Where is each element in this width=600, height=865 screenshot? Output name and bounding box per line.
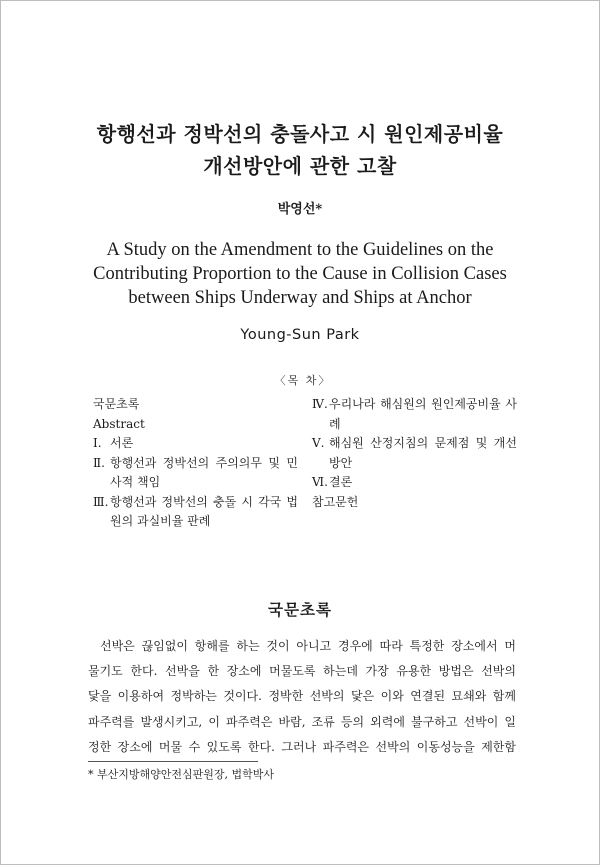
abstract-heading: 국문초록 xyxy=(268,600,332,619)
toc-item xyxy=(93,415,298,435)
abstract-line: 정한 장소에 머물 수 있도록 한다. 그러나 파주력은 선박의 이동성능을 제한함 xyxy=(88,739,516,754)
toc-item xyxy=(93,493,298,532)
korean-author: 박영선* xyxy=(277,202,323,217)
toc-item-number: Ⅱ. xyxy=(93,455,105,470)
english-author: Young-Sun Park xyxy=(240,327,360,343)
toc-item-text: 해심원 산정지침의 문제점 및 개선방안 xyxy=(329,436,517,470)
toc-heading: 〈목 차〉 xyxy=(274,374,332,387)
toc-item-number: Ⅵ. xyxy=(312,475,328,489)
toc-item xyxy=(312,473,517,493)
toc-item-text: 항행선과 정박선의 충돌 시 각국 법원의 과실비율 판례 xyxy=(110,494,298,528)
abstract-line: 선박은 끊임없이 항해를 하는 것이 아니고 경우에 따라 특정한 장소에서 머 xyxy=(100,639,516,653)
toc-item-number: Ⅳ. xyxy=(312,397,328,411)
table-of-contents xyxy=(88,374,518,541)
toc-left-column xyxy=(93,395,298,532)
toc-item xyxy=(312,434,517,473)
toc-item-text: 우리나라 해심원의 원인제공비율 사례 xyxy=(329,397,517,431)
abstract-line: 물기도 한다. 선박을 한 장소에 머물도록 하는데 가장 유용한 방법은 선박의 xyxy=(88,664,516,679)
abstract-line: 닻을 이용하여 정박하는 것이다. 정박한 선박의 닻은 이와 연결된 묘쇄와 함께 xyxy=(88,689,516,704)
abstract-body xyxy=(88,634,516,760)
toc-item xyxy=(312,493,517,513)
toc-item-text: 결론 xyxy=(329,475,353,489)
english-title-line-2: Contributing Proportion to the Cause in Collision Cases xyxy=(93,264,507,284)
toc-item-number: Ⅲ. xyxy=(93,494,109,509)
toc-item-text: 국문초록 xyxy=(93,397,140,411)
toc-item xyxy=(93,395,298,415)
toc-item-text: 항행선과 정박선의 주의의무 및 민사적 책임 xyxy=(110,455,298,489)
toc-item-text: 참고문헌 xyxy=(312,494,359,509)
abstract-line: 파주력를 발생시키고, 이 파주력은 바람, 조류 등의 외력에 불구하고 선박이 일 xyxy=(88,714,516,729)
english-title-line-1: A Study on the Amendment to the Guidelines on the xyxy=(106,240,494,260)
footnote: * 부산지방해양안전심판원장, 법학박사 xyxy=(88,768,275,781)
korean-title-line-2: 개선방안에 관한 고찰 xyxy=(203,154,397,178)
toc-item-text: 서론 xyxy=(110,436,134,450)
toc-item-text: Abstract xyxy=(93,416,145,431)
toc-item xyxy=(93,454,298,493)
korean-title-line-1: 항행선과 정박선의 충돌사고 시 원인제공비율 xyxy=(96,122,504,146)
toc-right-column xyxy=(312,395,517,512)
english-title-line-3: between Ships Underway and Ships at Anchor xyxy=(128,288,472,308)
toc-item-number: Ⅴ. xyxy=(312,436,325,450)
toc-item xyxy=(312,395,517,434)
toc-item-number: Ⅰ. xyxy=(93,436,102,450)
footnote-divider xyxy=(88,761,258,762)
toc-item xyxy=(93,434,298,454)
